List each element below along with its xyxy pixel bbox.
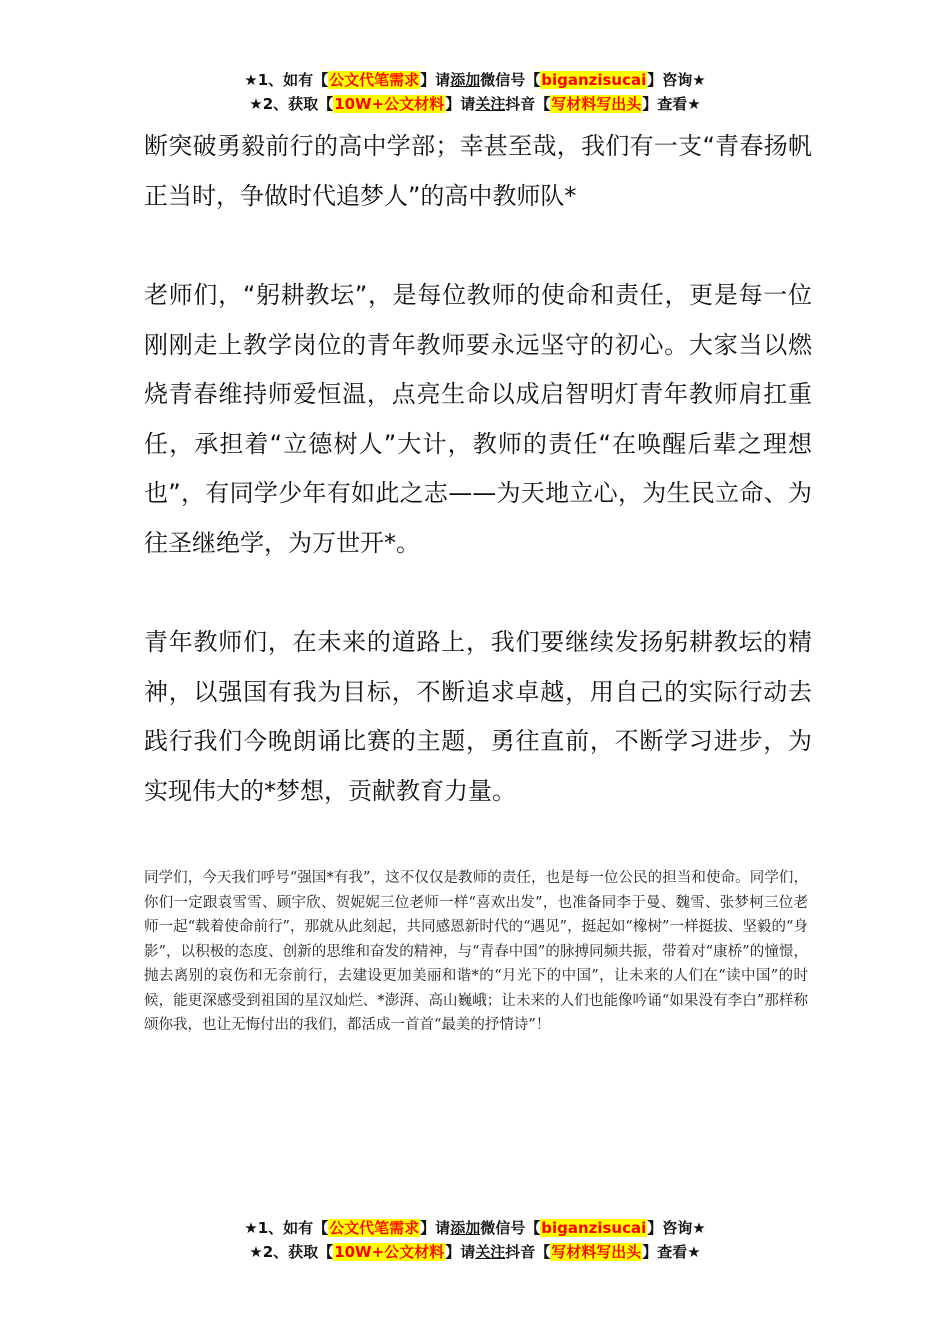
highlight-douyin: 写材料写出头 (551, 95, 642, 113)
underlined-word: 添加 (450, 1219, 481, 1237)
banner-text: 】请 (420, 71, 451, 89)
banner-text: 】请 (420, 1219, 451, 1237)
banner-text: 】查看★ (642, 95, 701, 113)
underlined-word: 关注 (475, 1243, 506, 1261)
underlined-word: 关注 (475, 95, 506, 113)
star-icon: ★ (244, 71, 258, 89)
banner-text: 】咨询★ (647, 71, 706, 89)
highlight-douyin: 写材料写出头 (551, 1243, 642, 1261)
highlight-wechat-id: biganzisucai (541, 1219, 647, 1237)
star-icon: ★ (244, 1219, 258, 1237)
paragraph-1 (144, 122, 812, 221)
banner-line-1 (0, 68, 950, 92)
star-icon: ★ (249, 1243, 263, 1261)
banner-text: 1、如有【 (257, 1219, 329, 1237)
banner-text: 微信号【 (480, 71, 541, 89)
banner-text: 抖音【 (505, 95, 551, 113)
banner-text: 】请 (445, 95, 476, 113)
paragraph-2 (144, 271, 812, 568)
underlined-word: 添加 (450, 71, 481, 89)
banner-line-1 (0, 1216, 950, 1240)
highlight-service: 公文代笔需求 (329, 71, 420, 89)
paragraph-text: 老师们，“躬耕教坛”，是每位教师的使命和责任，更是每一位刚刚走上教学岗位的青年教师要永远坚守的初心。大家当以燃烧青春维持师爱恒温，点亮生命以成启智明灯青年教师肩扛重任，承担着“立德树人”大计，教师的责任“在唤醒后辈之理想也”，有同学少年有如此之志——为天地立心，为生民立命、为往圣继绝学，为万世开*。 (144, 281, 812, 557)
paragraph-4 (144, 866, 808, 1038)
banner-text: 抖音【 (505, 1243, 551, 1261)
footer-banner (0, 1216, 950, 1264)
highlight-materials: 10W+公文材料 (334, 1243, 445, 1261)
paragraph-text: 断突破勇毅前行的高中学部；幸甚至哉，我们有一支“青春扬帆正当时，争做时代追梦人”的高中教师队* (144, 132, 812, 210)
header-banner (0, 68, 950, 116)
banner-text: 2、获取【 (262, 95, 334, 113)
highlight-service: 公文代笔需求 (329, 1219, 420, 1237)
star-icon: ★ (249, 95, 263, 113)
paragraph-3 (144, 618, 812, 816)
banner-line-2 (0, 92, 950, 116)
banner-text: 】查看★ (642, 1243, 701, 1261)
banner-line-2 (0, 1240, 950, 1264)
highlight-wechat-id: biganzisucai (541, 71, 647, 89)
paragraph-text: 青年教师们，在未来的道路上，我们要继续发扬躬耕教坛的精神，以强国有我为目标，不断追求卓越，用自己的实际行动去践行我们今晚朗诵比赛的主题，勇往直前，不断学习进步，为实现伟大的*梦想，贡献教育力量。 (144, 628, 812, 805)
banner-text: 】请 (445, 1243, 476, 1261)
highlight-materials: 10W+公文材料 (334, 95, 445, 113)
paragraph-text: 同学们，今天我们呼号“强国*有我”，这不仅仅是教师的责任，也是每一位公民的担当和使命。同学们，你们一定跟袁雪雪、顾宇欣、贺妮妮三位老师一样“喜欢出发”，也准备同李于曼、魏雪、张梦柯三位老师一起“载着使命前行”，那就从此刻起，共同感恩新时代的“遇见”，挺起如“橡树”一样挺拔、坚毅的“身影”，以积极的态度、创新的思维和奋发的精神，与“青春中国”的脉搏同频共振，带着对“康桥”的憧憬，抛去离别的哀伤和无奈前行，去建设更加美丽和谐*的“月光下的中国”，让未来的人们在“读中国”的时候，能更深感受到祖国的星汉灿烂、*澎湃、高山巍峨；让未来的人们也能像吟诵“如果没有李白”那样称颂你我，也让无悔付出的我们，都活成一首首“最美的抒情诗”！ (144, 870, 808, 1033)
banner-text: 1、如有【 (257, 71, 329, 89)
banner-text: 微信号【 (480, 1219, 541, 1237)
banner-text: 2、获取【 (262, 1243, 334, 1261)
banner-text: 】咨询★ (647, 1219, 706, 1237)
